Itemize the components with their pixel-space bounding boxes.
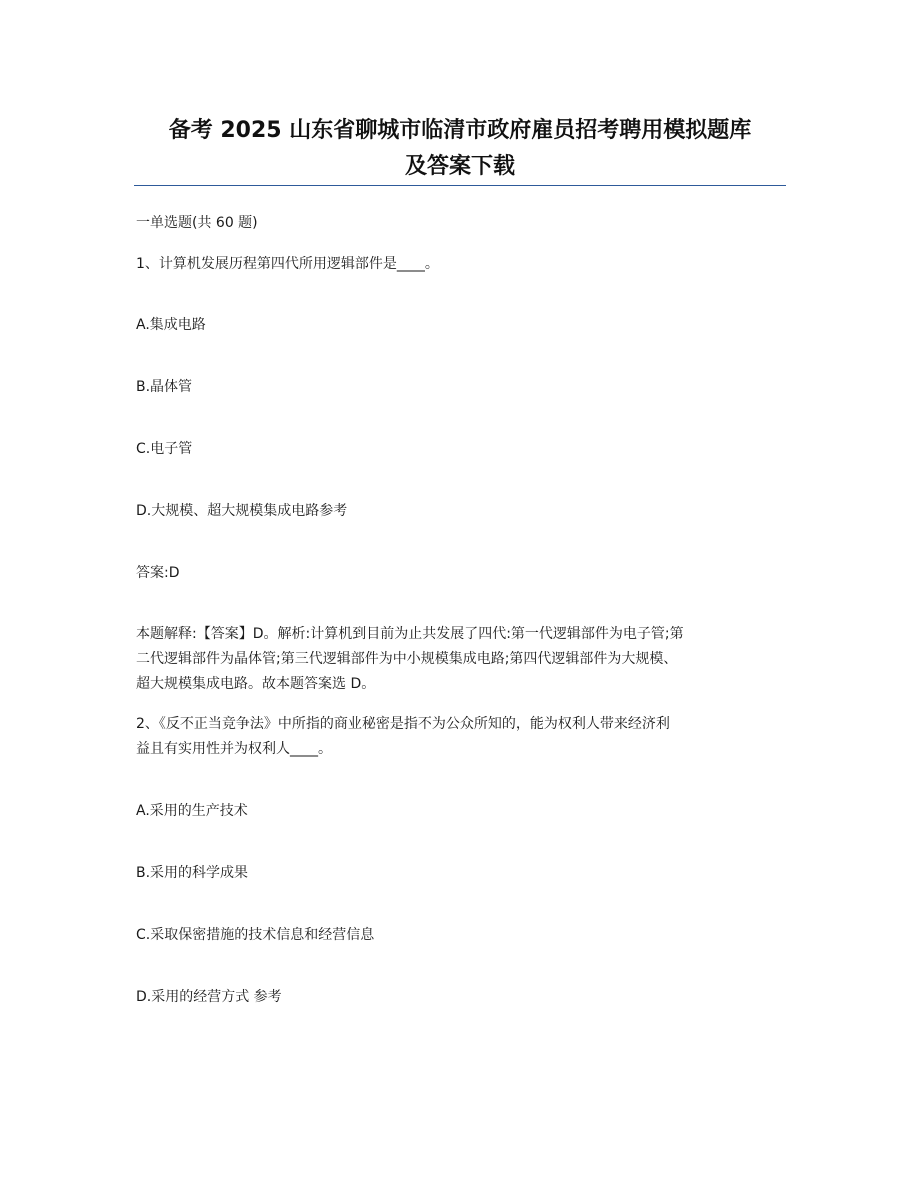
question-2-stem-line-1: 2、《反不正当竞争法》中所指的商业秘密是指不为公众所知的，能为权利人带来经济利 (136, 716, 670, 732)
question-1-answer: 答案:D (136, 565, 180, 581)
title-divider (134, 185, 786, 186)
question-1-option-a: A.集成电路 (136, 317, 206, 333)
document-title-line-2: 及答案下载 (404, 154, 515, 179)
question-1-option-d: D.大规模、超大规模集成电路参考 (136, 503, 348, 519)
question-2-stem-line-2: 益且有实用性并为权利人____。 (136, 741, 332, 757)
explanation-line-1: 本题解释:【答案】D。解析:计算机到目前为止共发展了四代:第一代逻辑部件为电子管;第 (136, 626, 684, 642)
question-1-option-b: B.晶体管 (136, 379, 193, 395)
question-2-option-b: B.采用的科学成果 (136, 865, 249, 881)
question-2-stem (136, 712, 784, 762)
question-2-option-c: C.采取保密措施的技术信息和经营信息 (136, 927, 375, 943)
question-1-stem: 1、计算机发展历程第四代所用逻辑部件是____。 (136, 256, 439, 272)
document-title-line-1: 备考 2025 山东省聊城市临清市政府雇员招考聘用模拟题库 (168, 118, 752, 143)
section-heading: 一单选题(共 60 题) (136, 215, 258, 231)
question-1-option-c: C.电子管 (136, 441, 193, 457)
question-2-option-a: A.采用的生产技术 (136, 803, 248, 819)
question-1-explanation (136, 622, 784, 697)
explanation-line-3: 超大规模集成电路。故本题答案选 D。 (136, 676, 376, 692)
explanation-line-2: 二代逻辑部件为晶体管;第三代逻辑部件为中小规模集成电路;第四代逻辑部件为大规模、 (136, 651, 678, 667)
question-2-option-d: D.采用的经营方式 参考 (136, 989, 282, 1005)
